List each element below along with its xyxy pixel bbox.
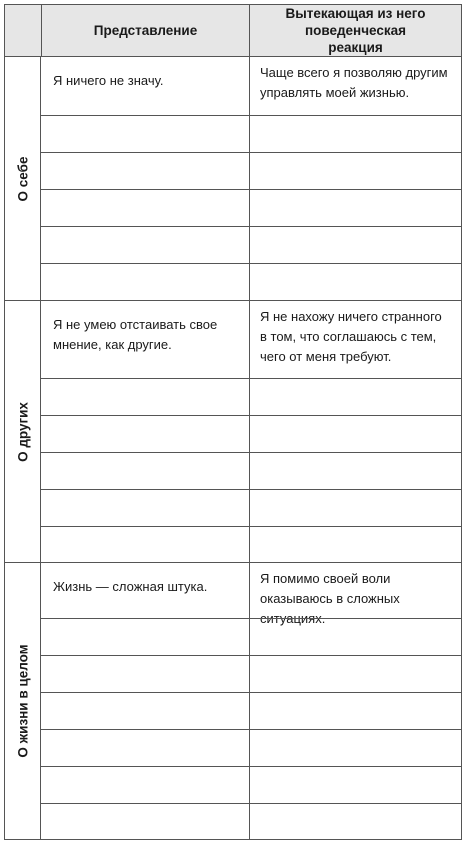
table-row [41, 452, 461, 489]
table-header [5, 5, 461, 57]
behavior-cell[interactable] [249, 453, 461, 489]
section-others [5, 300, 461, 562]
representation-cell: Жизнь — сложная штука. [53, 579, 208, 594]
header-behavior: Вытекающая из него поведенческая реакция [249, 5, 461, 56]
representation-cell[interactable] [41, 190, 249, 226]
section-label: О жизни в целом [15, 644, 30, 758]
representation-cell[interactable] [41, 227, 249, 263]
header-representation: Представление [41, 5, 249, 56]
behavior-cell[interactable] [249, 264, 461, 300]
behavior-cell[interactable] [249, 527, 461, 563]
behavior-cell[interactable] [249, 730, 461, 766]
representation-cell[interactable] [41, 153, 249, 189]
representation-cell[interactable] [41, 693, 249, 729]
table-row [41, 263, 461, 300]
table-row [41, 57, 461, 115]
header-corner-cell [5, 5, 41, 56]
table-row [41, 152, 461, 189]
behavior-cell[interactable] [249, 227, 461, 263]
representation-cell[interactable] [41, 527, 249, 563]
worksheet-table [4, 4, 462, 840]
section-label: О себе [15, 156, 30, 201]
behavior-cell[interactable] [249, 619, 461, 655]
behavior-cell[interactable] [249, 379, 461, 415]
representation-cell[interactable] [41, 656, 249, 692]
table-row [41, 115, 461, 152]
section-label-cell [5, 301, 41, 562]
table-row [41, 618, 461, 655]
behavior-cell[interactable] [249, 153, 461, 189]
behavior-cell[interactable] [249, 116, 461, 152]
section-label-cell [5, 563, 41, 839]
representation-cell[interactable] [41, 619, 249, 655]
behavior-cell[interactable] [249, 767, 461, 803]
table-row [41, 766, 461, 803]
representation-cell[interactable] [41, 453, 249, 489]
representation-cell[interactable] [41, 767, 249, 803]
representation-cell[interactable] [41, 804, 249, 840]
representation-cell[interactable] [41, 379, 249, 415]
representation-cell: Я ничего не значу. [53, 73, 164, 88]
behavior-cell: Чаще всего я позволяю другим управлять моей жизнью. [249, 57, 461, 115]
behavior-cell: Я помимо своей воли оказываюсь в сложных ситуациях. [249, 563, 461, 618]
table-row [41, 226, 461, 263]
table-row [41, 655, 461, 692]
behavior-cell[interactable] [249, 804, 461, 840]
table-row [41, 526, 461, 563]
section-label-cell [5, 57, 41, 300]
table-row [41, 803, 461, 840]
table-row [41, 489, 461, 526]
representation-cell[interactable] [41, 416, 249, 452]
representation-cell[interactable] [41, 116, 249, 152]
behavior-cell[interactable] [249, 416, 461, 452]
representation-cell[interactable] [41, 490, 249, 526]
table-row [41, 301, 461, 378]
table-row [41, 729, 461, 766]
table-row [41, 563, 461, 626]
behavior-cell[interactable] [249, 490, 461, 526]
representation-cell[interactable] [41, 264, 249, 300]
behavior-cell[interactable] [249, 190, 461, 226]
section-self [5, 57, 461, 300]
table-row [41, 378, 461, 415]
representation-cell[interactable] [41, 730, 249, 766]
behavior-cell[interactable] [249, 693, 461, 729]
table-row [41, 415, 461, 452]
section-life [5, 562, 461, 839]
table-row [41, 692, 461, 729]
table-row [41, 189, 461, 226]
behavior-cell: Я не нахожу ничего странного в том, что соглашаюсь с тем, чего от меня требуют. [249, 301, 461, 378]
section-label: О других [15, 401, 30, 462]
behavior-cell[interactable] [249, 656, 461, 692]
representation-cell: Я не умею отстаивать свое мнение, как другие. [53, 317, 218, 352]
